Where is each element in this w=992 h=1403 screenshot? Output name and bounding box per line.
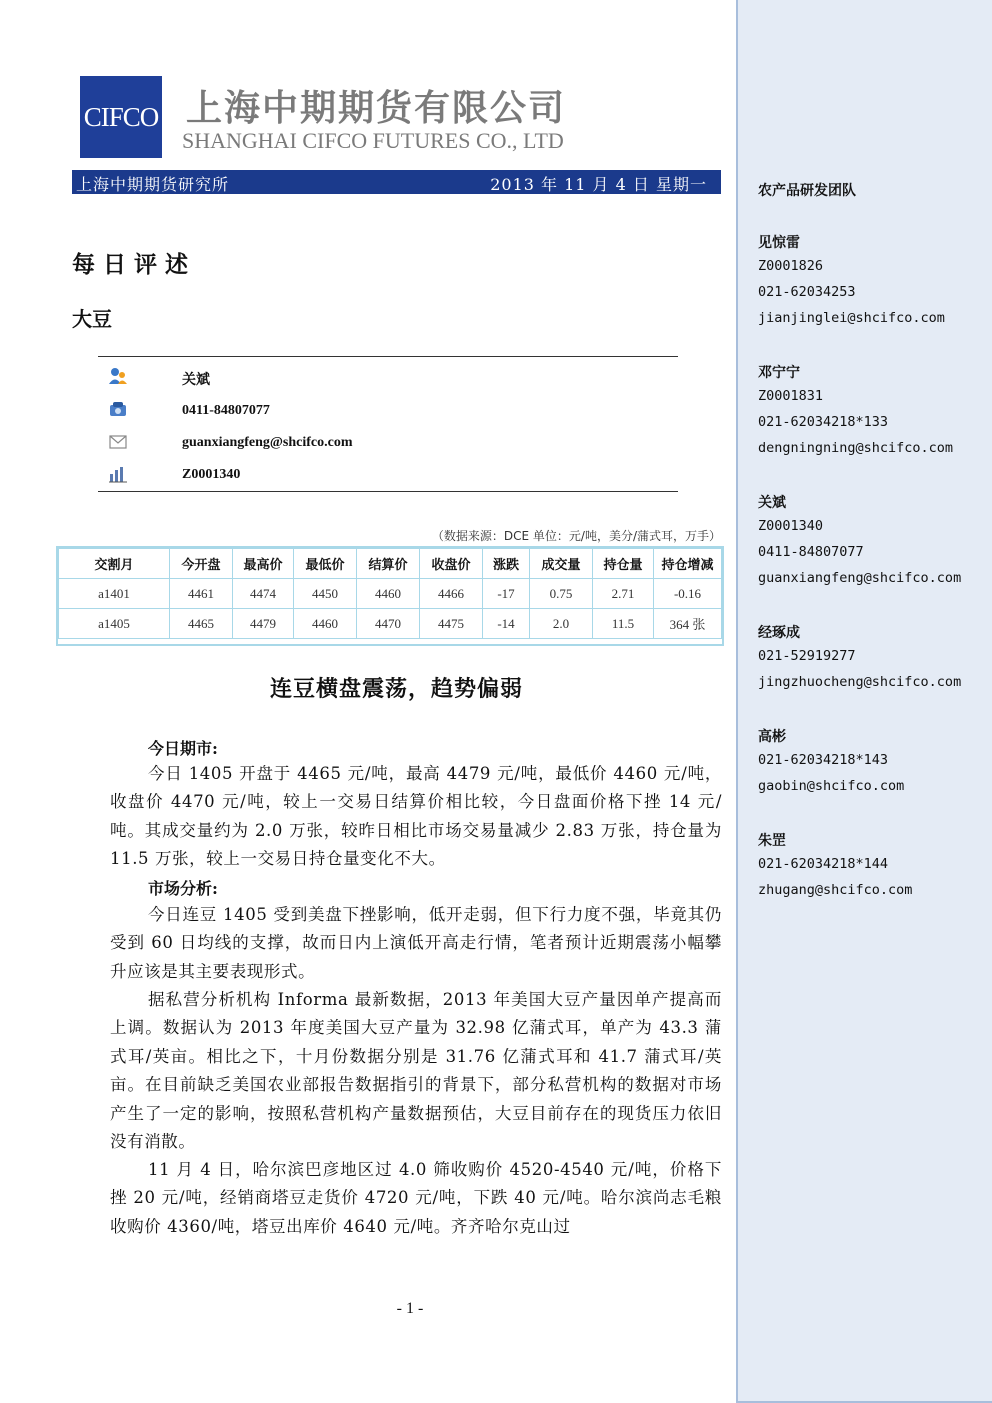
table-header: 持仓量 xyxy=(593,549,654,579)
paragraph-analysis-2: 据私营分析机构 Informa 最新数据，2013 年美国大豆产量因单产提高而上调。数据认为 2013 年度美国大豆产量为 32.98 亿蒲式耳，单产为 43.3 蒲式耳/英亩。相比之下，十月份数据分别是 31.76 亿蒲式耳和 41.7 蒲式耳/英亩。在目前缺乏美国农业部报告数据指引的背景下，部分私营机构的数据对市场产生了一定的影响，按照私营机构产量数据预估，大豆目前存在的现货压力依旧没有消散。 xyxy=(110,990,722,1152)
table-header: 涨跌 xyxy=(483,549,530,579)
email-icon xyxy=(108,433,128,451)
table-cell: 4465 xyxy=(170,609,233,639)
table-header: 最高价 xyxy=(233,549,294,579)
member-phone: 021-62034218*144 xyxy=(758,856,889,872)
table-header: 持仓增减 xyxy=(654,549,722,579)
analyst-phone-row xyxy=(98,397,678,425)
member-name: 见惊雷 xyxy=(758,235,800,251)
cifco-logo: CIFCO xyxy=(80,76,162,158)
table-cell: 4474 xyxy=(233,579,294,609)
analyst-name: 关斌 xyxy=(182,373,210,388)
header-banner xyxy=(72,170,721,194)
paragraph-analysis-1: 今日连豆 1405 受到美盘下挫影响，低开走弱，但下行力度不强，毕竟其仍受到 60 日均线的支撑，故而日内上演低开高走行情，笔者预计近期震荡小幅攀升应该是其主要表现形式。 xyxy=(110,905,722,981)
table-cell: 4475 xyxy=(420,609,483,639)
quote-table-frame xyxy=(56,546,724,646)
analyst-license: Z0001340 xyxy=(182,467,241,482)
member-license: Z0001826 xyxy=(758,258,824,274)
table-cell: 364 张 xyxy=(654,609,722,639)
table-cell: 4479 xyxy=(233,609,294,639)
table-header: 结算价 xyxy=(357,549,420,579)
member-phone: 021-52919277 xyxy=(758,648,856,664)
table-cell: 4460 xyxy=(294,609,357,639)
table-cell: -17 xyxy=(483,579,530,609)
member-phone: 0411-84807077 xyxy=(758,544,864,560)
product-title: 大豆 xyxy=(72,307,112,331)
paragraph-today-market: 今日 1405 开盘于 4465 元/吨，最高 4479 元/吨，最低价 4460 元/吨，收盘价 4470 元/吨，较上一交易日结算价相比较，今日盘面价格下挫 14 元/吨。其成交量约为 2.0 万张，较昨日相比市场交易量减少 2.83 万张，持仓量为 11.5 万张，较上一交易日持仓量变化不大。 xyxy=(110,764,722,869)
member-name: 高彬 xyxy=(758,729,786,745)
table-cell: 4466 xyxy=(420,579,483,609)
member-phone: 021-62034253 xyxy=(758,284,856,300)
analyst-phone: 0411-84807077 xyxy=(182,403,270,418)
member-email: guanxiangfeng@shcifco.com xyxy=(758,570,962,586)
table-cell: -0.16 xyxy=(654,579,722,609)
table-cell: 4460 xyxy=(357,579,420,609)
table-cell: 4450 xyxy=(294,579,357,609)
license-icon xyxy=(108,465,128,483)
table-cell: a1405 xyxy=(59,609,170,639)
member-name: 邓宁宁 xyxy=(758,365,800,381)
table-header: 今开盘 xyxy=(170,549,233,579)
company-name-cn: 上海中期期货有限公司 xyxy=(186,88,567,129)
team-sidebar xyxy=(736,0,992,1403)
person-icon xyxy=(108,367,128,385)
member-email: zhugang@shcifco.com xyxy=(758,882,913,898)
analyst-card xyxy=(98,356,678,492)
table-cell: 4470 xyxy=(357,609,420,639)
member-email: jianjinglei@shcifco.com xyxy=(758,310,945,326)
member-email: jingzhuocheng@shcifco.com xyxy=(758,674,962,690)
data-source-note: （数据来源：DCE 单位：元/吨，美分/蒲式耳，万手） xyxy=(431,529,721,543)
member-phone: 021-62034218*143 xyxy=(758,752,889,768)
table-cell: 4461 xyxy=(170,579,233,609)
article-headline: 连豆横盘震荡，趋势偏弱 xyxy=(269,676,523,702)
table-cell: -14 xyxy=(483,609,530,639)
section-title-today-market: 今日期市: xyxy=(148,739,218,758)
analyst-email: guanxiangfeng@shcifco.com xyxy=(182,435,353,450)
member-email: gaobin@shcifco.com xyxy=(758,778,905,794)
table-cell: 0.75 xyxy=(530,579,593,609)
section-title-market-analysis: 市场分析: xyxy=(148,879,218,898)
table-header: 收盘价 xyxy=(420,549,483,579)
analyst-name-row xyxy=(98,363,678,391)
table-cell: 2.71 xyxy=(593,579,654,609)
table-row xyxy=(59,579,722,609)
team-title: 农产品研发团队 xyxy=(758,183,856,199)
member-license: Z0001831 xyxy=(758,388,824,404)
member-name: 朱罡 xyxy=(758,833,786,849)
report-type-title: 每日评述 xyxy=(72,251,196,278)
table-cell: 2.0 xyxy=(530,609,593,639)
page-number: - 1 - xyxy=(396,1300,424,1317)
table-header: 成交量 xyxy=(530,549,593,579)
quote-table xyxy=(58,548,722,639)
table-header: 交割月 xyxy=(59,549,170,579)
table-row xyxy=(59,609,722,639)
member-email: dengningning@shcifco.com xyxy=(758,440,954,456)
report-date: 2013 年 11 月 4 日 星期一 xyxy=(490,175,707,194)
analyst-email-row xyxy=(98,429,678,457)
member-name: 经琢成 xyxy=(758,625,800,641)
table-cell: a1401 xyxy=(59,579,170,609)
member-license: Z0001340 xyxy=(758,518,824,534)
phone-icon xyxy=(108,401,128,419)
company-name-en: SHANGHAI CIFCO FUTURES CO., LTD xyxy=(182,128,564,153)
table-header: 最低价 xyxy=(294,549,357,579)
table-header-row xyxy=(59,549,722,579)
table-cell: 11.5 xyxy=(593,609,654,639)
institute-name: 上海中期期货研究所 xyxy=(76,175,230,194)
member-name: 关斌 xyxy=(758,495,786,511)
member-phone: 021-62034218*133 xyxy=(758,414,889,430)
analyst-license-row xyxy=(98,461,678,489)
paragraph-analysis-3: 11 月 4 日，哈尔滨巴彦地区过 4.0 筛收购价 4520-4540 元/吨，价格下挫 20 元/吨，经销商塔豆走货价 4720 元/吨，下跌 40 元/吨。哈尔滨尚志毛粮收购价 4360/吨，塔豆出库价 4640 元/吨。齐齐哈尔克山过 xyxy=(110,1160,722,1236)
